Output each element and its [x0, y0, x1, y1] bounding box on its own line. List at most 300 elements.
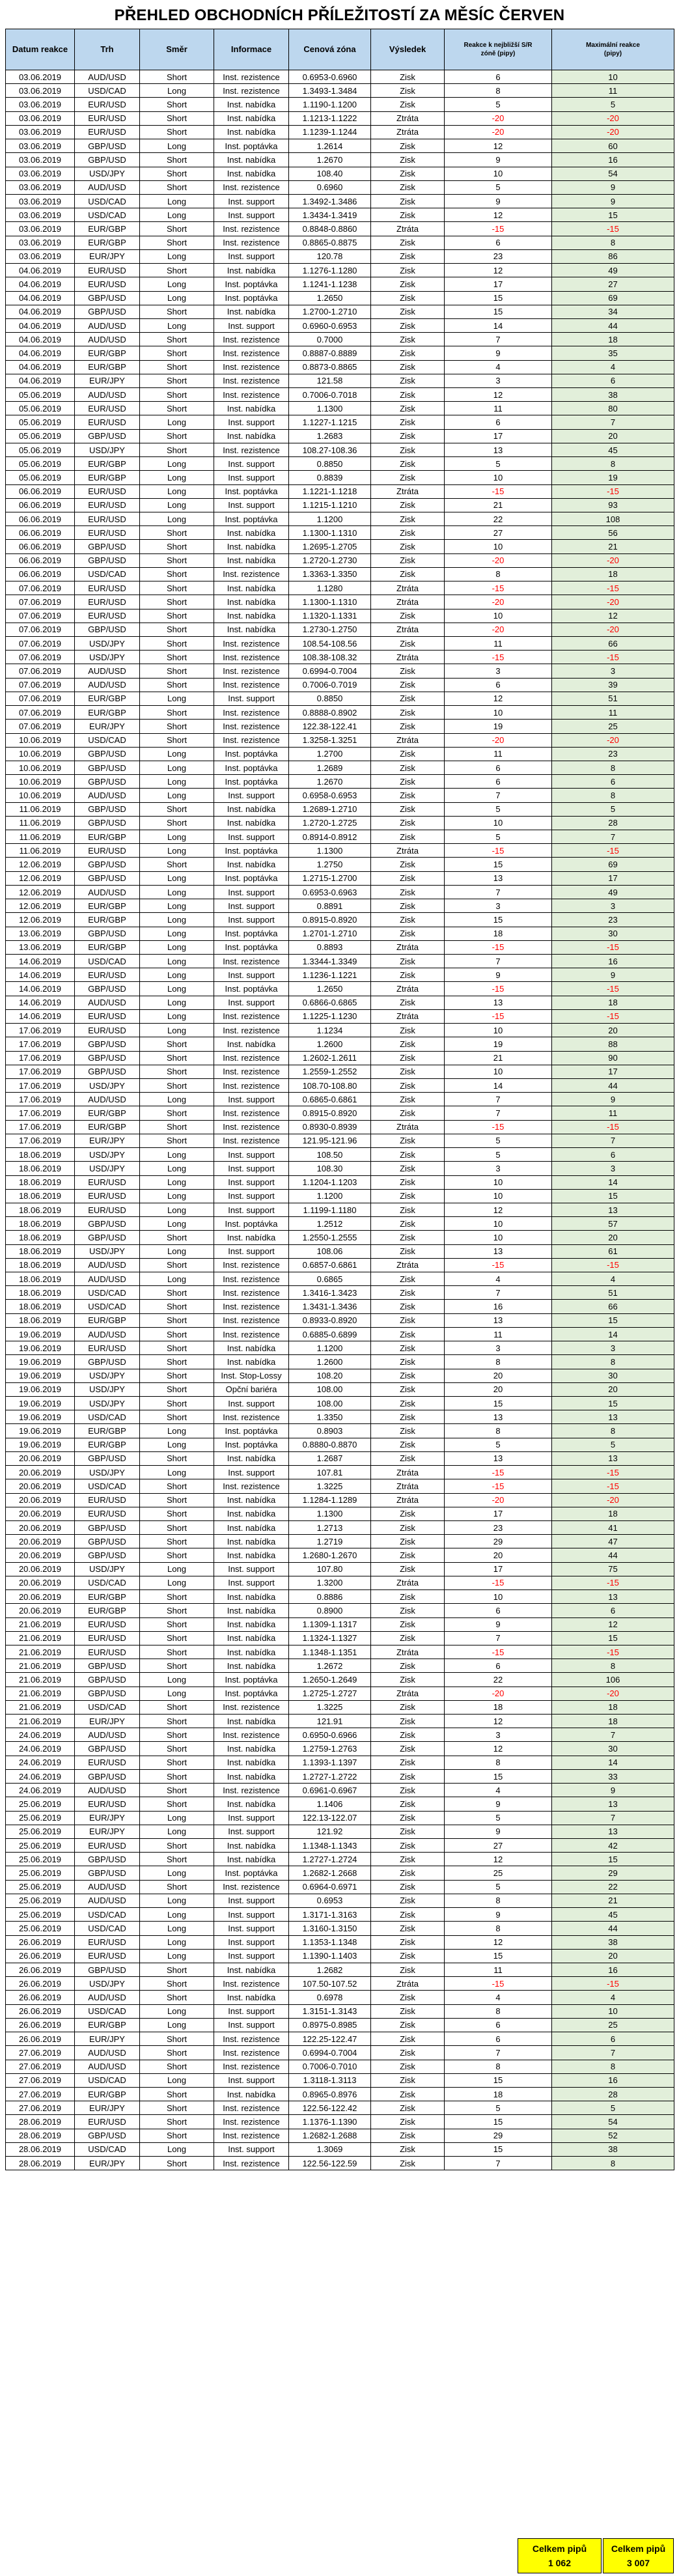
table-row [6, 1369, 674, 1382]
table-row [6, 858, 674, 871]
cell-zone: 1.1215-1.1210 [289, 498, 371, 512]
cell-result: Zisk [371, 2129, 445, 2142]
cell-info: Inst. nabídka [214, 402, 289, 415]
opportunities-table [5, 29, 674, 2170]
cell-market: GBP/USD [75, 1520, 140, 1534]
cell-date: 21.06.2019 [6, 1631, 75, 1645]
cell-market: USD/JPY [75, 651, 140, 664]
cell-direction: Long [140, 955, 214, 968]
cell-info: Inst. rezistence [214, 1120, 289, 1134]
cell-zone: 1.1300 [289, 1507, 371, 1520]
cell-reaction: 5 [445, 98, 552, 111]
cell-max-reaction: 52 [552, 2129, 674, 2142]
table-row [6, 1520, 674, 1534]
cell-info: Inst. support [214, 2004, 289, 2018]
cell-zone: 1.3069 [289, 2142, 371, 2156]
cell-date: 18.06.2019 [6, 1162, 75, 1175]
cell-reaction: 10 [445, 471, 552, 484]
cell-date: 24.06.2019 [6, 1756, 75, 1769]
cell-result: Zisk [371, 1189, 445, 1203]
cell-direction: Short [140, 581, 214, 595]
cell-result: Zisk [371, 84, 445, 98]
cell-market: USD/JPY [75, 1244, 140, 1258]
cell-reaction: 7 [445, 1631, 552, 1645]
cell-market: GBP/USD [75, 858, 140, 871]
cell-result: Ztráta [371, 940, 445, 954]
cell-max-reaction: 17 [552, 871, 674, 885]
cell-result: Zisk [371, 1935, 445, 1949]
cell-info: Inst. nabídka [214, 2087, 289, 2101]
cell-zone: 1.3225 [289, 1700, 371, 1714]
cell-max-reaction: -20 [552, 733, 674, 747]
cell-market: EUR/USD [75, 512, 140, 526]
cell-market: EUR/USD [75, 581, 140, 595]
cell-reaction: 6 [445, 678, 552, 692]
cell-reaction: 5 [445, 1148, 552, 1162]
cell-zone: 108.54-108.56 [289, 636, 371, 650]
table-row [6, 1866, 674, 1880]
cell-zone: 1.1234 [289, 1024, 371, 1037]
cell-market: EUR/JPY [75, 1825, 140, 1838]
cell-reaction: 10 [445, 167, 552, 180]
cell-zone: 1.2759-1.2763 [289, 1742, 371, 1756]
cell-result: Zisk [371, 1728, 445, 1742]
cell-direction: Short [140, 2157, 214, 2170]
cell-market: EUR/USD [75, 1507, 140, 1520]
cell-date: 07.06.2019 [6, 706, 75, 720]
table-row [6, 333, 674, 346]
cell-market: EUR/JPY [75, 249, 140, 263]
cell-reaction: 4 [445, 1784, 552, 1797]
cell-max-reaction: 5 [552, 2101, 674, 2115]
cell-direction: Short [140, 1631, 214, 1645]
cell-max-reaction: 15 [552, 1397, 674, 1410]
cell-zone: 1.2559-1.2552 [289, 1065, 371, 1078]
cell-date: 19.06.2019 [6, 1355, 75, 1369]
cell-reaction: 5 [445, 1438, 552, 1451]
table-row [6, 1493, 674, 1507]
cell-market: GBP/USD [75, 623, 140, 636]
cell-date: 19.06.2019 [6, 1424, 75, 1438]
cell-zone: 0.6953-0.6963 [289, 885, 371, 899]
cell-reaction: 19 [445, 720, 552, 733]
cell-direction: Short [140, 609, 214, 623]
cell-direction: Short [140, 70, 214, 84]
cell-zone: 1.3350 [289, 1410, 371, 1424]
cell-max-reaction: 33 [552, 1769, 674, 1783]
cell-date: 18.06.2019 [6, 1148, 75, 1162]
cell-market: GBP/USD [75, 982, 140, 996]
cell-zone: 1.2730-1.2750 [289, 623, 371, 636]
table-row [6, 1217, 674, 1231]
cell-direction: Short [140, 1715, 214, 1728]
cell-direction: Short [140, 1548, 214, 1562]
cell-zone: 0.8888-0.8902 [289, 706, 371, 720]
cell-max-reaction: 6 [552, 374, 674, 387]
cell-reaction: 9 [445, 1617, 552, 1631]
cell-reaction: 20 [445, 1369, 552, 1382]
cell-direction: Short [140, 802, 214, 816]
cell-info: Inst. nabídka [214, 1839, 289, 1853]
cell-max-reaction: 18 [552, 333, 674, 346]
cell-direction: Short [140, 1051, 214, 1065]
cell-info: Inst. rezistence [214, 1977, 289, 1991]
cell-zone: 0.8915-0.8920 [289, 913, 371, 927]
cell-result: Zisk [371, 1065, 445, 1078]
cell-date: 03.06.2019 [6, 70, 75, 84]
cell-max-reaction: -15 [552, 1009, 674, 1023]
cell-zone: 1.2550-1.2555 [289, 1231, 371, 1244]
cell-zone: 0.6885-0.6899 [289, 1327, 371, 1341]
cell-zone: 1.1221-1.1218 [289, 484, 371, 498]
cell-date: 20.06.2019 [6, 1451, 75, 1465]
cell-reaction: 19 [445, 1037, 552, 1051]
cell-info: Inst. rezistence [214, 1300, 289, 1313]
cell-date: 17.06.2019 [6, 1065, 75, 1078]
cell-reaction: -15 [445, 940, 552, 954]
cell-result: Zisk [371, 1438, 445, 1451]
cell-zone: 1.3431-1.3436 [289, 1300, 371, 1313]
cell-result: Zisk [371, 1991, 445, 2004]
cell-reaction: -15 [445, 1645, 552, 1659]
cell-info: Inst. rezistence [214, 1410, 289, 1424]
cell-info: Inst. nabídka [214, 1769, 289, 1783]
cell-result: Zisk [371, 70, 445, 84]
cell-result: Zisk [371, 955, 445, 968]
cell-reaction: -15 [445, 982, 552, 996]
cell-result: Zisk [371, 318, 445, 332]
cell-result: Zisk [371, 1106, 445, 1120]
cell-direction: Long [140, 1175, 214, 1189]
cell-direction: Long [140, 844, 214, 858]
cell-date: 19.06.2019 [6, 1369, 75, 1382]
cell-info: Inst. support [214, 885, 289, 899]
cell-direction: Short [140, 2115, 214, 2129]
cell-reaction: 8 [445, 2004, 552, 2018]
table-row [6, 830, 674, 844]
cell-result: Zisk [371, 830, 445, 844]
cell-zone: 0.6950-0.6966 [289, 1728, 371, 1742]
cell-date: 25.06.2019 [6, 1811, 75, 1825]
cell-date: 28.06.2019 [6, 2115, 75, 2129]
cell-date: 11.06.2019 [6, 830, 75, 844]
cell-direction: Short [140, 1258, 214, 1272]
cell-result: Zisk [371, 2115, 445, 2129]
table-row [6, 1548, 674, 1562]
cell-reaction: 13 [445, 1313, 552, 1327]
cell-info: Inst. nabídka [214, 305, 289, 318]
cell-max-reaction: -15 [552, 1977, 674, 1991]
cell-zone: 1.2670 [289, 153, 371, 167]
cell-market: EUR/USD [75, 111, 140, 125]
cell-reaction: 13 [445, 1451, 552, 1465]
cell-info: Inst. nabídka [214, 581, 289, 595]
cell-max-reaction: -15 [552, 1576, 674, 1589]
table-row [6, 1991, 674, 2004]
cell-direction: Long [140, 1825, 214, 1838]
cell-zone: 0.8848-0.8860 [289, 222, 371, 236]
cell-result: Zisk [371, 2073, 445, 2087]
cell-max-reaction: 30 [552, 927, 674, 940]
cell-reaction: 12 [445, 1742, 552, 1756]
table-row [6, 664, 674, 678]
cell-market: USD/CAD [75, 1576, 140, 1589]
cell-reaction: 7 [445, 1286, 552, 1300]
header-date: Datum reakce [6, 29, 75, 70]
cell-max-reaction: 16 [552, 2073, 674, 2087]
cell-result: Zisk [371, 2018, 445, 2032]
cell-reaction: 12 [445, 264, 552, 277]
cell-direction: Long [140, 277, 214, 291]
table-row [6, 885, 674, 899]
cell-zone: 108.27-108.36 [289, 443, 371, 456]
cell-date: 26.06.2019 [6, 1977, 75, 1991]
cell-info: Inst. rezistence [214, 2101, 289, 2115]
cell-result: Zisk [371, 1963, 445, 1976]
cell-info: Inst. nabídka [214, 816, 289, 830]
cell-market: USD/CAD [75, 733, 140, 747]
cell-info: Inst. nabídka [214, 1590, 289, 1604]
cell-direction: Long [140, 1244, 214, 1258]
cell-market: EUR/JPY [75, 720, 140, 733]
cell-reaction: 22 [445, 1673, 552, 1687]
cell-date: 27.06.2019 [6, 2101, 75, 2115]
cell-result: Zisk [371, 678, 445, 692]
cell-market: GBP/USD [75, 761, 140, 774]
cell-info: Inst. nabídka [214, 1507, 289, 1520]
cell-max-reaction: 22 [552, 1880, 674, 1894]
cell-direction: Short [140, 1037, 214, 1051]
cell-direction: Short [140, 526, 214, 540]
table-row [6, 581, 674, 595]
cell-info: Inst. support [214, 1397, 289, 1410]
cell-direction: Long [140, 913, 214, 927]
table-row [6, 1576, 674, 1589]
cell-market: EUR/GBP [75, 940, 140, 954]
cell-info: Inst. nabídka [214, 1991, 289, 2004]
cell-max-reaction: 44 [552, 1078, 674, 1092]
cell-result: Zisk [371, 1617, 445, 1631]
cell-date: 25.06.2019 [6, 1839, 75, 1853]
table-row [6, 623, 674, 636]
cell-direction: Short [140, 1617, 214, 1631]
cell-max-reaction: 14 [552, 1756, 674, 1769]
cell-result: Ztráta [371, 733, 445, 747]
cell-max-reaction: -20 [552, 111, 674, 125]
cell-max-reaction: 18 [552, 1715, 674, 1728]
cell-reaction: 21 [445, 498, 552, 512]
cell-market: GBP/USD [75, 1742, 140, 1756]
cell-date: 20.06.2019 [6, 1590, 75, 1604]
cell-date: 07.06.2019 [6, 581, 75, 595]
cell-date: 25.06.2019 [6, 1908, 75, 1922]
cell-market: GBP/USD [75, 871, 140, 885]
cell-market: EUR/USD [75, 526, 140, 540]
cell-direction: Long [140, 1576, 214, 1589]
cell-max-reaction: 30 [552, 1369, 674, 1382]
cell-max-reaction: 28 [552, 816, 674, 830]
cell-info: Inst. nabídka [214, 595, 289, 609]
cell-reaction: 17 [445, 1562, 552, 1576]
cell-result: Zisk [371, 2046, 445, 2060]
cell-reaction: 4 [445, 1272, 552, 1286]
cell-result: Zisk [371, 871, 445, 885]
cell-direction: Short [140, 388, 214, 402]
cell-result: Zisk [371, 1811, 445, 1825]
cell-result: Zisk [371, 1908, 445, 1922]
cell-market: USD/JPY [75, 1148, 140, 1162]
cell-market: GBP/USD [75, 1866, 140, 1880]
cell-date: 21.06.2019 [6, 1673, 75, 1687]
cell-result: Zisk [371, 1244, 445, 1258]
cell-info: Inst. support [214, 2018, 289, 2032]
cell-zone: 1.1348-1.1343 [289, 1839, 371, 1853]
cell-zone: 0.7000 [289, 333, 371, 346]
cell-direction: Short [140, 264, 214, 277]
cell-date: 19.06.2019 [6, 1341, 75, 1355]
cell-direction: Short [140, 1078, 214, 1092]
table-row [6, 1286, 674, 1300]
cell-date: 17.06.2019 [6, 1037, 75, 1051]
cell-market: AUD/USD [75, 1093, 140, 1106]
cell-date: 03.06.2019 [6, 222, 75, 236]
cell-direction: Short [140, 1065, 214, 1078]
cell-info: Inst. support [214, 194, 289, 208]
cell-zone: 1.1300-1.1310 [289, 526, 371, 540]
cell-info: Inst. nabídka [214, 264, 289, 277]
cell-zone: 1.2720-1.2730 [289, 553, 371, 567]
cell-reaction: -15 [445, 484, 552, 498]
cell-result: Zisk [371, 636, 445, 650]
cell-date: 03.06.2019 [6, 208, 75, 222]
table-row [6, 1148, 674, 1162]
cell-zone: 0.8865-0.8875 [289, 236, 371, 249]
cell-info: Inst. poptávka [214, 844, 289, 858]
cell-max-reaction: 35 [552, 346, 674, 360]
cell-direction: Short [140, 540, 214, 553]
cell-market: GBP/USD [75, 1231, 140, 1244]
cell-reaction: 7 [445, 955, 552, 968]
cell-max-reaction: 8 [552, 761, 674, 774]
cell-direction: Short [140, 636, 214, 650]
cell-result: Zisk [371, 388, 445, 402]
cell-reaction: 21 [445, 1051, 552, 1065]
cell-date: 05.06.2019 [6, 471, 75, 484]
cell-market: EUR/GBP [75, 913, 140, 927]
cell-date: 27.06.2019 [6, 2087, 75, 2101]
cell-date: 13.06.2019 [6, 940, 75, 954]
cell-result: Zisk [371, 1382, 445, 1396]
cell-max-reaction: 11 [552, 84, 674, 98]
cell-max-reaction: 17 [552, 1065, 674, 1078]
cell-result: Zisk [371, 1590, 445, 1604]
cell-zone: 0.6960 [289, 180, 371, 194]
cell-date: 06.06.2019 [6, 553, 75, 567]
cell-zone: 1.1300-1.1310 [289, 595, 371, 609]
cell-market: GBP/USD [75, 1037, 140, 1051]
cell-direction: Short [140, 333, 214, 346]
cell-reaction: 3 [445, 1728, 552, 1742]
cell-info: Inst. support [214, 1162, 289, 1175]
table-row [6, 1631, 674, 1645]
cell-max-reaction: 66 [552, 636, 674, 650]
cell-direction: Long [140, 1272, 214, 1286]
cell-reaction: 18 [445, 2087, 552, 2101]
cell-zone: 1.1204-1.1203 [289, 1175, 371, 1189]
table-row [6, 1451, 674, 1465]
cell-direction: Short [140, 706, 214, 720]
cell-market: EUR/USD [75, 125, 140, 139]
cell-direction: Short [140, 664, 214, 678]
cell-direction: Long [140, 940, 214, 954]
cell-date: 18.06.2019 [6, 1258, 75, 1272]
cell-info: Inst. nabídka [214, 1493, 289, 1507]
cell-zone: 108.20 [289, 1369, 371, 1382]
cell-date: 03.06.2019 [6, 167, 75, 180]
cell-market: GBP/USD [75, 540, 140, 553]
cell-max-reaction: 18 [552, 996, 674, 1009]
cell-zone: 1.2680-1.2670 [289, 1548, 371, 1562]
cell-zone: 1.2600 [289, 1355, 371, 1369]
cell-direction: Short [140, 1963, 214, 1976]
cell-market: GBP/USD [75, 1451, 140, 1465]
cell-info: Inst. nabídka [214, 1037, 289, 1051]
cell-market: USD/CAD [75, 1410, 140, 1424]
cell-info: Inst. support [214, 1175, 289, 1189]
cell-direction: Short [140, 1742, 214, 1756]
cell-reaction: 8 [445, 1424, 552, 1438]
cell-max-reaction: 8 [552, 2060, 674, 2073]
table-row [6, 1189, 674, 1203]
cell-result: Zisk [371, 1784, 445, 1797]
cell-result: Ztráta [371, 1479, 445, 1493]
cell-zone: 1.2682-1.2668 [289, 1866, 371, 1880]
cell-result: Zisk [371, 2157, 445, 2170]
cell-direction: Long [140, 899, 214, 913]
cell-date: 19.06.2019 [6, 1397, 75, 1410]
cell-direction: Short [140, 1369, 214, 1382]
cell-date: 03.06.2019 [6, 111, 75, 125]
cell-direction: Long [140, 996, 214, 1009]
cell-date: 12.06.2019 [6, 871, 75, 885]
cell-result: Zisk [371, 913, 445, 927]
cell-zone: 0.8930-0.8939 [289, 1120, 371, 1134]
table-row [6, 1645, 674, 1659]
cell-result: Ztráta [371, 1120, 445, 1134]
cell-direction: Short [140, 167, 214, 180]
cell-market: USD/JPY [75, 1977, 140, 1991]
cell-date: 13.06.2019 [6, 927, 75, 940]
cell-market: EUR/JPY [75, 1811, 140, 1825]
cell-market: EUR/USD [75, 595, 140, 609]
cell-date: 05.06.2019 [6, 457, 75, 471]
cell-max-reaction: 14 [552, 1175, 674, 1189]
cell-direction: Short [140, 1728, 214, 1742]
cell-reaction: 9 [445, 153, 552, 167]
cell-info: Inst. support [214, 1825, 289, 1838]
cell-market: EUR/GBP [75, 2087, 140, 2101]
cell-market: EUR/USD [75, 1756, 140, 1769]
cell-reaction: 12 [445, 692, 552, 705]
table-row [6, 1093, 674, 1106]
table-row [6, 1977, 674, 1991]
cell-info: Inst. nabídka [214, 98, 289, 111]
cell-info: Inst. support [214, 1908, 289, 1922]
cell-reaction: 15 [445, 913, 552, 927]
cell-info: Inst. rezistence [214, 443, 289, 456]
cell-result: Zisk [371, 1520, 445, 1534]
cell-market: GBP/USD [75, 139, 140, 153]
